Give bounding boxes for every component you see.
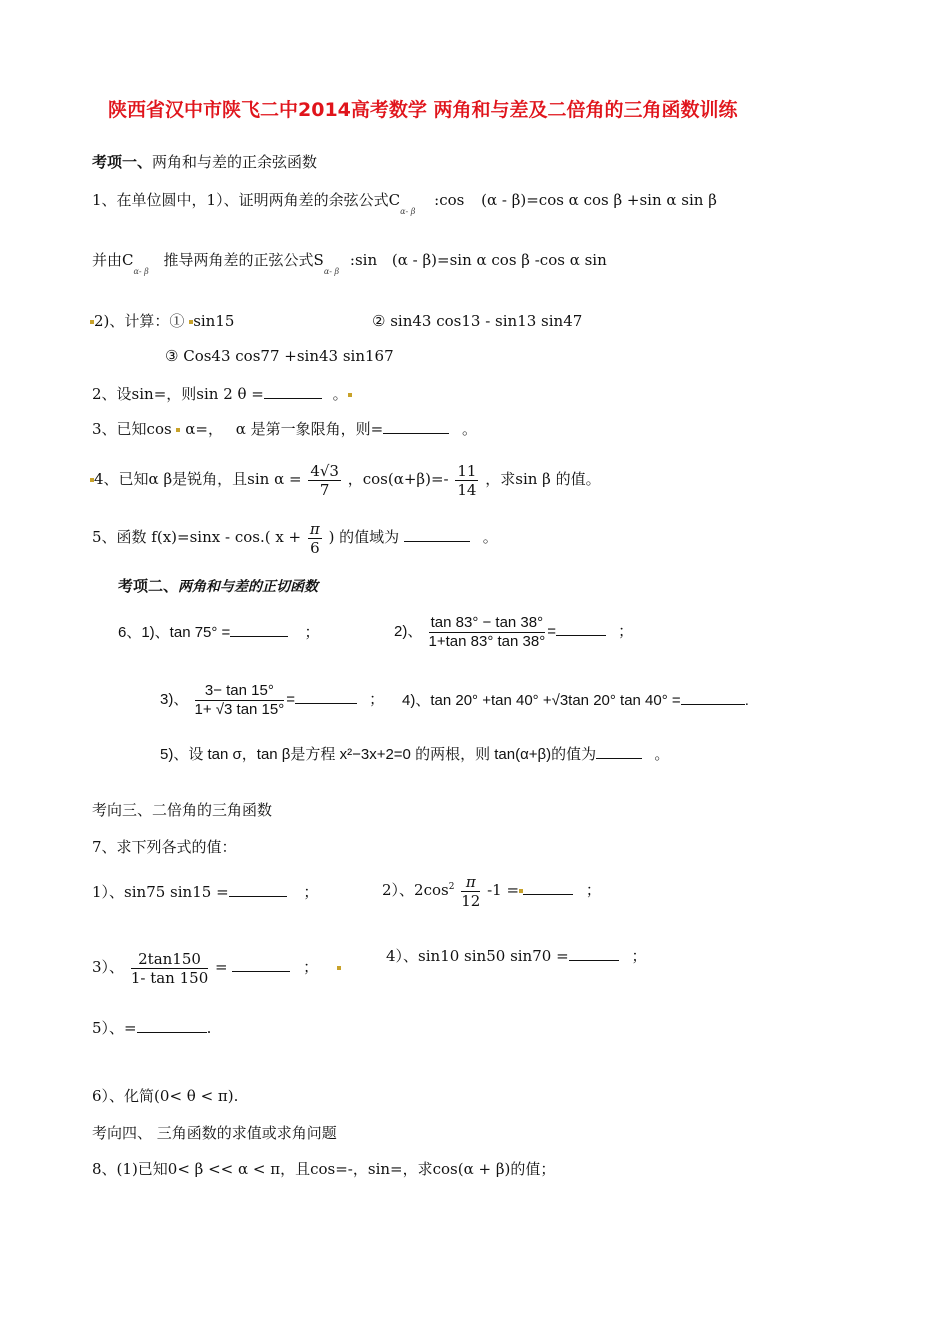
q6-text-f: 3)、 [160, 691, 189, 708]
q1b-b: ② sin43 cos13 - sin13 sin47 [372, 312, 583, 330]
q4-text-b: β是锐角，且sin α = [163, 470, 302, 488]
q7-sep: ； [585, 881, 601, 899]
q6-end: 。 [654, 746, 670, 763]
q6-sep: ； [304, 624, 320, 641]
question-7-part-3 [92, 942, 341, 992]
q7-text-k: 5）、= [92, 1019, 137, 1037]
fraction-numerator: π [309, 519, 320, 538]
section-4-heading: 考向四、 三角函数的求值或求角问题 [92, 1124, 337, 1142]
page-title: 陕西省汉中市陕飞二中2014高考数学 两角和与差及二倍角的三角函数训练 [108, 99, 738, 121]
question-2 [92, 384, 352, 404]
question-7-part-4 [386, 946, 646, 966]
q7-text-i: 4）、sin10 sin50 sin70 = [386, 947, 569, 965]
question-8: 8、(1)已知0< β << α < π，且cos=-，sin=，求cos(α + β)的值； [92, 1160, 556, 1178]
answer-blank[interactable] [232, 957, 290, 972]
answer-blank[interactable] [556, 621, 606, 636]
fraction-numerator: 3− tan 15° [195, 682, 285, 701]
q2-text: 2、设sin=，则sin 2 θ = [92, 385, 264, 403]
q6-text-k: 5)、设 tan σ，tan β是方程 x²−3x+2=0 的两根，则 tan(α+β)的值为 [160, 746, 597, 763]
answer-blank[interactable] [264, 384, 322, 399]
q5-text-a: 5、函数 f(x)=sinx - cos.( x + [92, 528, 302, 546]
section-2-heading [118, 576, 318, 597]
q6-sep: ； [369, 691, 385, 708]
q1-text-g: (α - β)=sin α cos β -cos α sin [391, 251, 607, 269]
section-2-text: 两角和与差的正切函数 [178, 579, 319, 595]
q7-eq: = [215, 958, 228, 976]
answer-blank[interactable] [523, 880, 573, 895]
question-7-part-5 [92, 1018, 211, 1038]
section-1-label: 考项一、 [92, 153, 153, 171]
q1-text-f: :sin [349, 251, 378, 269]
mark-dot [176, 428, 180, 432]
question-1-line-1 [92, 190, 717, 216]
q3-end: 。 [461, 420, 477, 438]
answer-blank[interactable] [229, 882, 287, 897]
fraction-denominator: 1+tan 83° tan 38° [428, 632, 546, 650]
q1b-c: ③ Cos43 cos77 +sin43 sin167 [165, 347, 394, 365]
q7-text-d: -1 = [487, 881, 520, 899]
q1-text-a: 1、在单位圆中，1）、证明两角差的余弦公式C [92, 191, 401, 209]
q4-text-c: ，cos(α+β)=- [347, 470, 449, 488]
q7-sep: ； [631, 947, 647, 965]
fraction [308, 520, 322, 557]
q3-text-a: 3、已知cos [92, 420, 172, 438]
q6-text-i: 4)、tan 20° +tan 40° +√3tan 20° tan 40° = [402, 692, 681, 709]
q6-eq: = [286, 691, 295, 708]
q7-sep: ； [303, 958, 319, 976]
q5-end: 。 [482, 528, 498, 546]
q1-sub-1: α- β [400, 207, 416, 216]
q1-sub-3: α- β [323, 267, 340, 276]
fraction [429, 614, 546, 651]
q7-text-a: 1）、sin75 sin15 = [92, 883, 229, 901]
fraction-denominator: 12 [461, 891, 481, 910]
q1-text-c: (α - β)=cos α cos β +sin α sin β [481, 191, 717, 209]
q1b-a: sin15 [193, 312, 235, 330]
question-5 [92, 515, 498, 559]
fraction [308, 462, 341, 499]
question-7-part-2: 2）、$2\cos^2$ $\frac{\pi}{12}$ -1 = ； [382, 872, 601, 910]
fraction [131, 950, 208, 987]
q2-end: 。 [332, 385, 348, 403]
fraction-numerator: 4√3 [310, 461, 339, 480]
question-4 [90, 456, 601, 502]
fraction [461, 873, 480, 910]
q3-text-b: α=， [185, 420, 223, 438]
fraction [195, 682, 285, 719]
fraction-denominator: 14 [457, 480, 477, 499]
q1-text-d: 并由C [92, 251, 134, 269]
q1b-label: 2)、计算：① [94, 312, 185, 330]
q6-text-a: 6、1)、tan 75° = [118, 624, 231, 641]
fraction-numerator: π [461, 873, 480, 892]
fraction-denominator: 1- tan 150 [130, 968, 209, 987]
answer-blank[interactable] [569, 946, 619, 961]
fraction-denominator: 6 [310, 538, 320, 557]
q6-sep: ； [618, 623, 634, 640]
answer-blank[interactable] [596, 744, 642, 759]
question-1-line-2 [92, 250, 607, 276]
fraction-numerator: 2tan150 [131, 950, 208, 969]
section-1-heading [92, 152, 317, 172]
question-6-part-2 [394, 608, 633, 656]
answer-blank[interactable] [230, 622, 288, 637]
section-3-heading: 考向三、二倍角的三角函数 [92, 801, 273, 819]
question-6-part-5 [160, 744, 669, 765]
fraction-denominator: 1+ √3 tan 15° [194, 700, 285, 718]
question-7-heading: 7、求下列各式的值： [92, 838, 237, 856]
answer-blank[interactable] [295, 689, 357, 704]
fraction-numerator: 11 [457, 461, 477, 480]
q1-sub-2: α- β [133, 267, 149, 276]
fraction-numerator: tan 83° − tan 38° [429, 614, 546, 633]
mark-dot [337, 966, 341, 970]
q6-eq: = [547, 623, 556, 640]
q4-text-a: 4、已知α [94, 470, 159, 488]
answer-blank[interactable] [383, 419, 449, 434]
q6-end: . [744, 692, 749, 709]
question-6-part-4 [402, 690, 749, 711]
q5-text-b: ) 的值域为 [328, 528, 400, 546]
answer-blank[interactable] [137, 1018, 207, 1033]
answer-blank[interactable] [681, 690, 745, 705]
question-3 [92, 419, 477, 439]
question-6-part-3 [160, 676, 384, 724]
q7-text-c: 2）、2cos [382, 881, 449, 899]
q3-text-c: α 是第一象限角，则= [235, 420, 384, 438]
mark-dot [348, 393, 352, 397]
q1-text-b: :cos [434, 191, 465, 209]
q4-text-d: ，求sin β 的值。 [485, 470, 601, 488]
question-7-part-1 [92, 882, 318, 902]
fraction [455, 462, 478, 499]
q6-text-c: 2)、 [394, 623, 423, 640]
q7-end: . [206, 1019, 212, 1037]
question-6-part-1 [118, 622, 320, 643]
question-1-part-2 [90, 311, 234, 331]
section-1-text: 两角和与差的正余弦函数 [152, 153, 318, 171]
q7-sep: ； [303, 883, 319, 901]
q7-text-f: 3）、 [92, 958, 125, 976]
section-2-label: 考项二、 [118, 578, 179, 595]
question-7-part-6: 6）、化简(0< θ < π). [92, 1087, 239, 1105]
q1-text-e: 推导两角差的正弦公式S [163, 251, 324, 269]
answer-blank[interactable] [404, 527, 470, 542]
fraction-denominator: 7 [319, 480, 330, 499]
